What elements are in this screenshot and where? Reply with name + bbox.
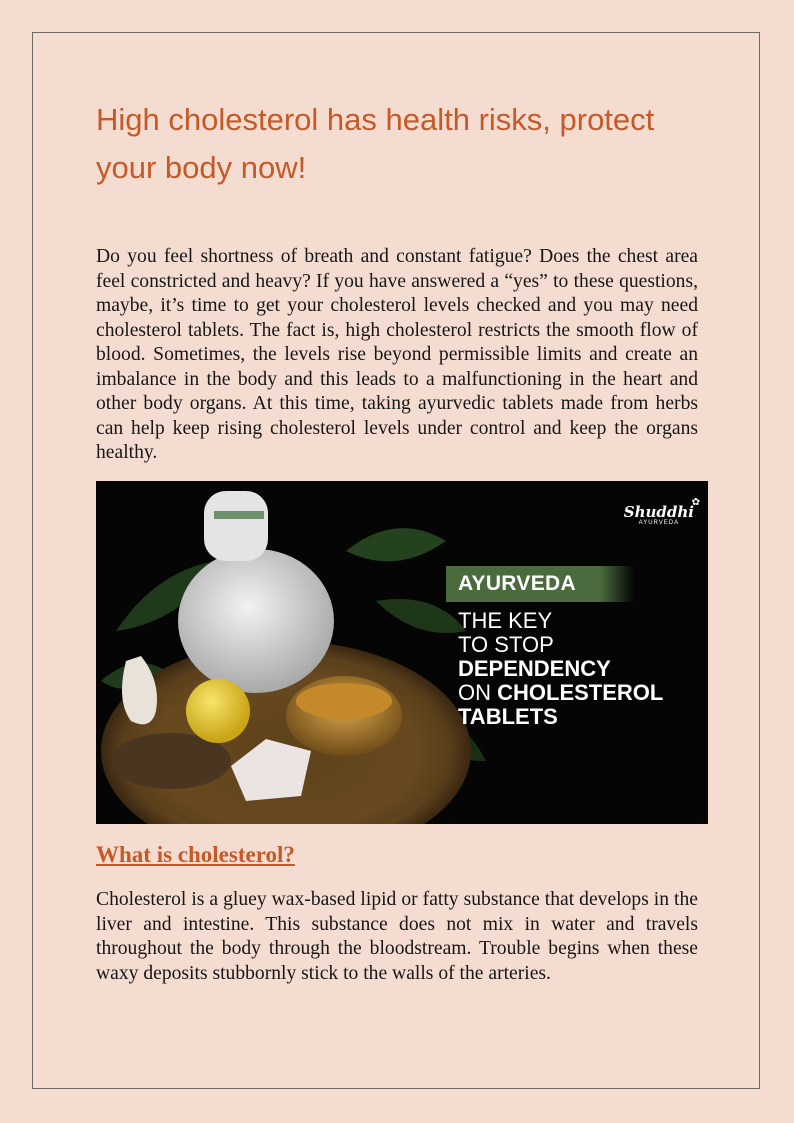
banner-headline: [458, 609, 663, 729]
banner-line-4-prefix: ON: [458, 680, 498, 705]
banner-line-1: THE KEY: [458, 608, 553, 633]
brand-sub: AYURVEDA: [638, 520, 680, 526]
leaf-icon: ✿: [691, 497, 700, 508]
banner-line-5: TABLETS: [458, 704, 558, 729]
brand-logo: [623, 497, 700, 526]
banner-line-4-bold: CHOLESTEROL: [497, 680, 664, 705]
banner-image: [96, 481, 708, 824]
banner-line-4: [458, 681, 663, 705]
intro-paragraph: Do you feel shortness of breath and constant fatigue? Does the chest area feel constricted and heavy? If you have answered a “yes” to these questions, maybe, it’s time to get your cholesterol levels checked and you may need cholesterol tablets. The fact is, high cholesterol restricts the smooth flow of blood. Sometimes, the levels rise beyond permissible limits and create an imbalance in the body and this leads to a malfunctioning in the heart and other body organs. At this time, taking ayurvedic tablets made from herbs can help keep rising cholesterol levels under control and keep the organs healthy.: [96, 246, 698, 463]
section-heading: What is cholesterol?: [96, 842, 295, 867]
page-title: High cholesterol has health risks, protect your body now!: [96, 102, 655, 185]
banner-tag: AYURVEDA: [446, 566, 634, 602]
brand-name: Shuddhi: [623, 503, 694, 521]
banner-line-2: TO STOP: [458, 632, 554, 657]
banner-line-3: DEPENDENCY: [458, 656, 611, 681]
section-paragraph: Cholesterol is a gluey wax-based lipid or fatty substance that develops in the liver and intestine. This substance does not mix in water and travels throughout the body through the bloodstream. Trouble begins when these waxy deposits stubbornly stick to the walls of the arteries.: [96, 889, 698, 984]
